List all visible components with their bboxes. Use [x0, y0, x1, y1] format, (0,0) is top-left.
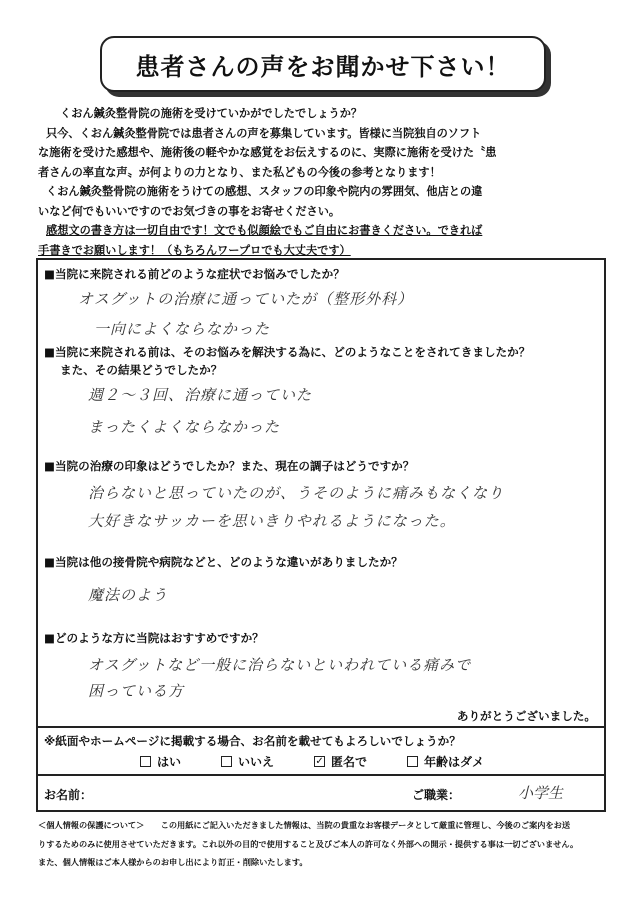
- option-no-age[interactable]: [407, 753, 484, 770]
- question-1: ■当院に来院される前どのような症状でお悩みでしたか？: [44, 267, 345, 281]
- checkbox-no[interactable]: [221, 756, 232, 767]
- option-label: 年齢はダメ: [424, 755, 485, 769]
- intro-line: いなど何でもいいですのでお気づきの事をお寄せください。: [38, 204, 341, 218]
- title-banner: [100, 36, 546, 92]
- intro-line: な施術を受けた感想や、施術後の軽やかな感覚をお伝えするのに、実際に施術を受けた〝患: [38, 146, 497, 159]
- option-label: 匿名で: [331, 755, 368, 769]
- intro-line: 者さんの率直な声〟が何よりの力となり、また私どもの今後の参考となります！: [38, 165, 441, 179]
- answer-3-line-1: 治らないと思っていたのが、うそのように痛みもなくなり: [88, 484, 505, 502]
- question-3: ■当院の治療の印象はどうでしたか？また、現在の調子はどうですか？: [44, 459, 415, 473]
- footer-line: ＜個人情報の保護について＞ この用紙にご記入いただきました情報は、当院の貴重なお客様データとして厳重に管理し、今後のご案内をお送: [38, 820, 571, 830]
- thanks-text: ありがとうございました。: [456, 709, 596, 723]
- footer-line: りするためのみに使用させていただきます。これ以外の目的で使用すること及びご本人の許可なく外部への開示・提供する事は一切ございません。: [38, 838, 579, 849]
- option-yes[interactable]: [140, 753, 181, 770]
- intro-line: くおん鍼灸整骨院の施術をうけての感想、スタッフの印象や院内の雰囲気、他店との違: [46, 185, 483, 198]
- question-5: ■どのような方に当院はおすすめですか？: [44, 631, 264, 645]
- survey-section: [36, 258, 606, 728]
- name-label: お名前：: [44, 788, 93, 802]
- option-anonymous[interactable]: [314, 753, 367, 770]
- checkbox-yes[interactable]: [140, 756, 151, 767]
- checkbox-no-age[interactable]: [407, 756, 418, 767]
- answer-5-line-1: オスグットなど一般に治らないといわれている痛みで: [88, 656, 472, 674]
- intro-line: 手書きでお願いします！（もちろんワープロでも大丈夫です）: [38, 243, 351, 257]
- answer-2-line-2: まったくよくならなかった: [88, 418, 281, 436]
- question-4: ■当院は他の接骨院や病院などと、どのような違いがありましたか？: [44, 555, 403, 569]
- intro-line: くおん鍼灸整骨院の施術を受けていかがでしたでしょうか？: [60, 107, 363, 120]
- answer-3-line-2: 大好きなサッカーを思いきりやれるようになった。: [88, 512, 456, 530]
- consent-question: ※紙面やホームページに掲載する場合、お名前を載せてもよろしいでしょうか？: [44, 734, 461, 748]
- consent-options: [140, 753, 484, 770]
- option-label: いいえ: [238, 755, 275, 769]
- option-no[interactable]: [221, 753, 274, 770]
- answer-5-line-2: 困っている方: [88, 682, 185, 700]
- intro-line: 感想文の書き方は一切自由です！文でも似顔絵でもご自由にお書きください。できれば: [46, 224, 483, 237]
- question-2: ■当院に来院される前は、そのお悩みを解決する為に、どのようなことをされてきましたか？: [44, 345, 531, 359]
- answer-2-line-1: 週２～３回、治療に通っていた: [88, 386, 313, 404]
- intro-line: 只今、くおん鍼灸整骨院では患者さんの声を募集しています。皆様に当院独自のソフト: [46, 126, 482, 140]
- job-value: 小学生: [518, 784, 564, 802]
- checkbox-anonymous[interactable]: ✓: [315, 755, 324, 767]
- page-title: 患者さんの声をお聞かせ下さい！: [135, 52, 511, 81]
- answer-1-line-2: 一向によくならなかった: [94, 320, 271, 338]
- consent-section: [36, 728, 606, 776]
- question-2-sub: また、その結果どうでしたか？: [60, 363, 223, 377]
- footer-line: また、個人情報はご本人様からのお申し出により訂正・削除いたします。: [38, 857, 308, 867]
- option-label: はい: [157, 755, 182, 769]
- answer-1-line-1: オスグットの治療に通っていたが（整形外科）: [78, 290, 414, 308]
- job-label: ご職業：: [412, 788, 461, 802]
- name-section: [36, 776, 606, 812]
- intro-text: [38, 104, 604, 260]
- privacy-footer: [38, 816, 608, 872]
- answer-4-line-1: 魔法のよう: [88, 586, 169, 604]
